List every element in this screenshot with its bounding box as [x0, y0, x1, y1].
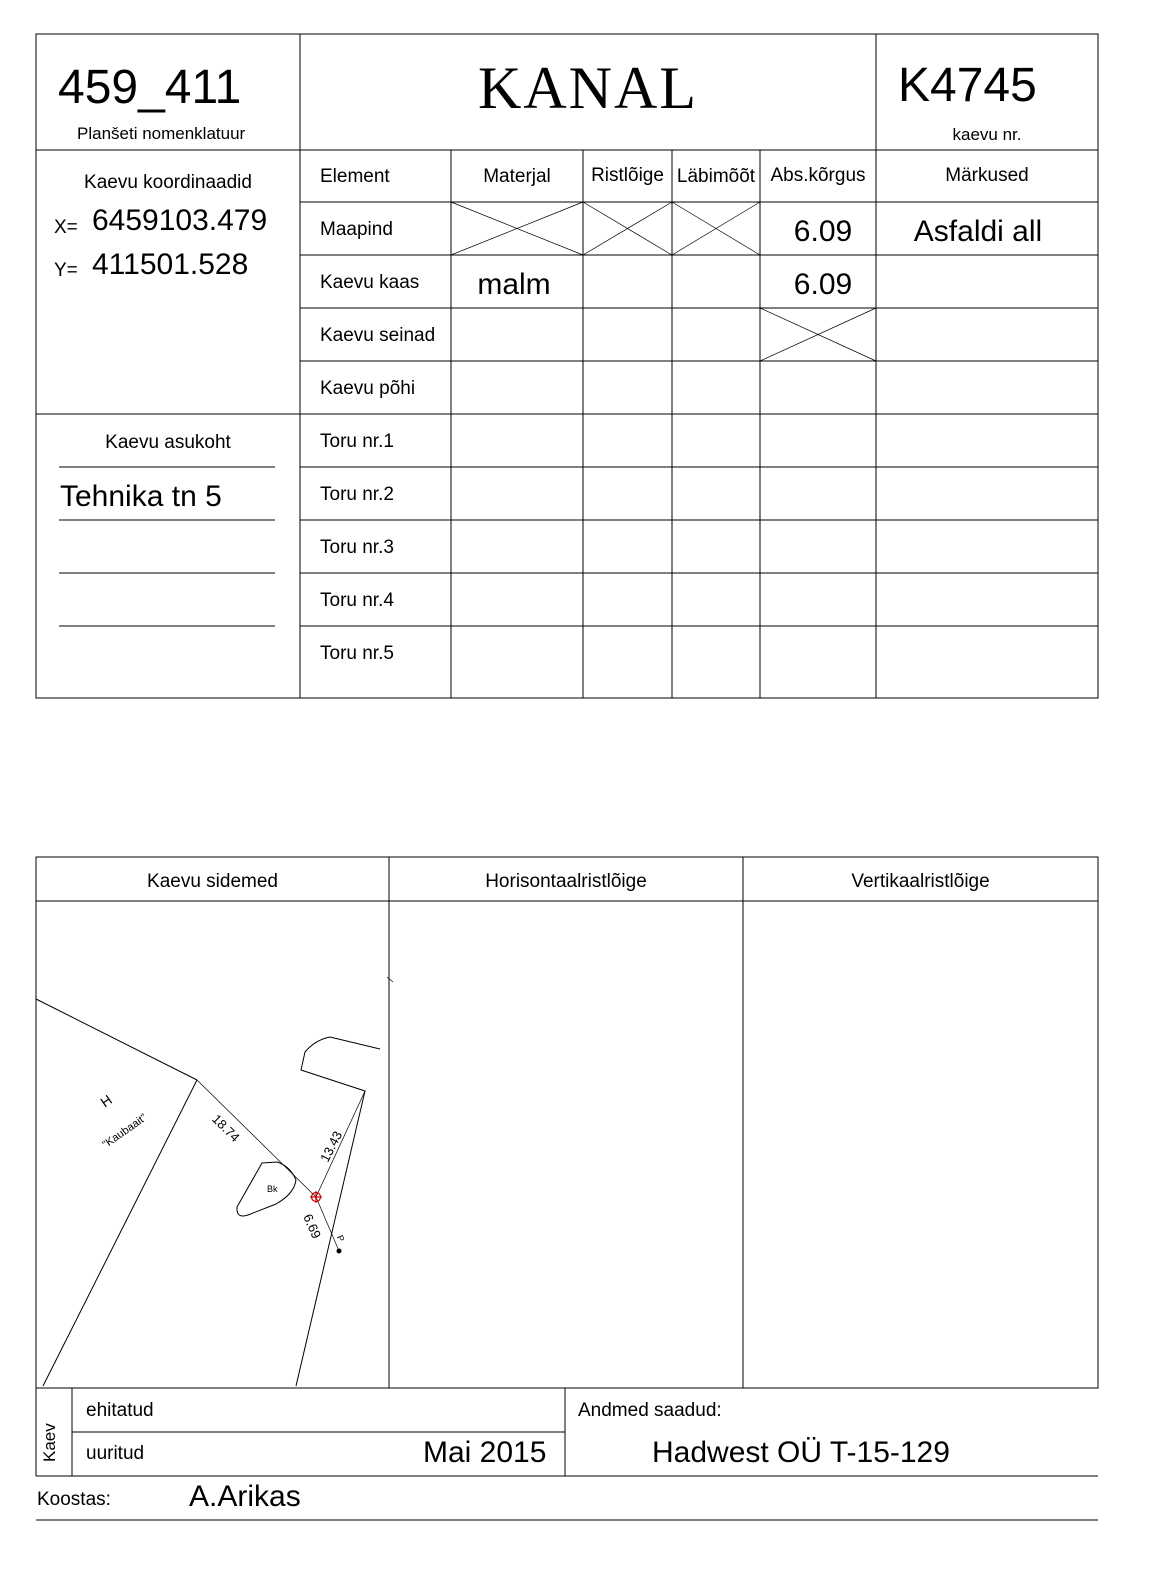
row-element: Kaevu põhi	[320, 378, 416, 399]
author-name: A.Arikas	[189, 1480, 301, 1513]
row-element: Toru nr.3	[320, 537, 394, 558]
distance-label-2: 13.43	[317, 1128, 346, 1165]
coords-label: Kaevu koordinaadid	[84, 172, 252, 193]
distance-label-1: 18.74	[209, 1111, 243, 1145]
row-element: Toru nr.2	[320, 484, 394, 505]
ehitatud-label: ehitatud	[86, 1400, 154, 1421]
author-label: Koostas:	[37, 1489, 111, 1510]
data-source: Hadwest OÜ T-15-129	[652, 1436, 950, 1469]
col-header-material: Materjal	[483, 166, 551, 187]
col-header-diameter: Läbimõõt	[676, 166, 756, 187]
x-prefix: X=	[54, 217, 78, 238]
uuritud-label: uuritud	[86, 1443, 145, 1464]
doc-title: KANAL	[478, 55, 698, 121]
site-sketch	[36, 977, 393, 1386]
row-element: Toru nr.4	[320, 590, 394, 611]
building-name: "Kaubaait"	[100, 1111, 150, 1152]
well-number: K4745	[898, 59, 1037, 112]
section-header-horizontal: Horisontaalristlõige	[485, 871, 647, 892]
row-height: 6.09	[793, 215, 853, 248]
row-element: Kaevu kaas	[320, 272, 420, 293]
location-label: Kaevu asukoht	[105, 432, 231, 453]
data-source-label: Andmed saadud:	[578, 1400, 722, 1421]
col-header-height: Abs.kõrgus	[770, 165, 866, 186]
sheet-label: Planšeti nomenklatuur	[77, 124, 246, 143]
section-header-vertical: Vertikaalristlõige	[851, 871, 990, 892]
kaev-label: Kaev	[40, 1423, 59, 1462]
col-header-notes: Märkused	[945, 165, 1029, 186]
col-header-section: Ristlõige	[591, 165, 664, 186]
row-material: malm	[477, 268, 551, 301]
row-element: Maapind	[320, 219, 393, 240]
sheet-number: 459_411	[58, 61, 242, 114]
survey-date: Mai 2015	[423, 1436, 547, 1469]
row-element: Kaevu seinad	[320, 325, 436, 346]
section-header-links: Kaevu sidemed	[147, 871, 278, 892]
building-letter: H	[97, 1091, 115, 1111]
distance-line-1	[197, 1080, 316, 1197]
distance-label-3: 6.69	[300, 1211, 325, 1241]
row-height: 6.09	[793, 268, 853, 301]
row-element: Toru nr.1	[320, 431, 394, 452]
location-value: Tehnika tn 5	[60, 480, 222, 513]
building-edge	[36, 999, 197, 1080]
curb-outline	[296, 1037, 380, 1386]
y-prefix: Y=	[54, 260, 78, 281]
y-coordinate: 411501.528	[92, 248, 249, 281]
x-coordinate: 6459103.479	[92, 204, 268, 237]
row-element: Toru nr.5	[320, 643, 394, 664]
bk-label: Bk	[267, 1184, 278, 1194]
p-label: P	[334, 1233, 347, 1244]
row-notes: Asfaldi all	[913, 215, 1043, 248]
p-point-icon	[337, 1249, 341, 1253]
well-label: kaevu nr.	[952, 125, 1022, 144]
col-header-element: Element	[320, 166, 390, 187]
